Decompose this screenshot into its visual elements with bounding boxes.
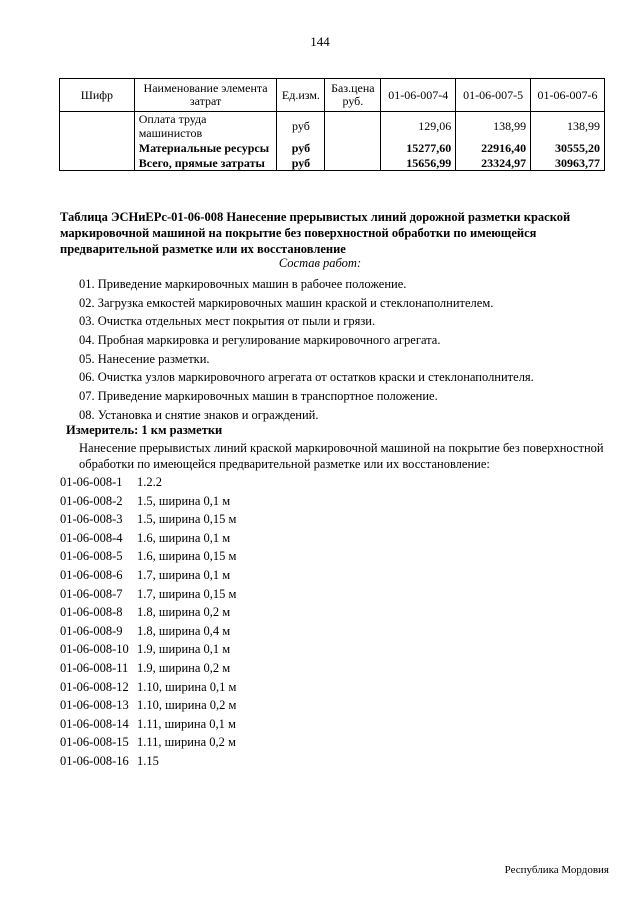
cell-unit: руб bbox=[277, 140, 325, 155]
item-code: 01-06-008-2 bbox=[60, 493, 123, 508]
work-step: 03. Очистка отдельных мест покрытия от пыли и грязи. bbox=[79, 314, 376, 329]
cell-base-price bbox=[325, 112, 381, 141]
item-code: 01-06-008-7 bbox=[60, 586, 123, 601]
cost-table bbox=[59, 78, 605, 171]
list-item bbox=[60, 622, 236, 641]
header-unit: Ед.изм. bbox=[277, 79, 325, 112]
cost-table-header bbox=[60, 79, 605, 112]
list-item bbox=[60, 492, 236, 511]
footer-region: Республика Мордовия bbox=[504, 864, 609, 876]
list-item bbox=[60, 733, 236, 752]
item-text: 1.7, ширина 0,1 м bbox=[137, 567, 231, 582]
list-item bbox=[60, 566, 236, 585]
item-text: 1.5, ширина 0,1 м bbox=[137, 493, 231, 508]
item-text: 1.6, ширина 0,15 м bbox=[137, 549, 237, 564]
cell-name: Всего, прямые затраты bbox=[134, 155, 277, 171]
header-col-007-5: 01-06-007-5 bbox=[456, 79, 531, 112]
cell-code bbox=[60, 140, 135, 155]
work-step: 01. Приведение маркировочных машин в рабочее положение. bbox=[79, 277, 407, 291]
header-name: Наименование элемента затрат bbox=[134, 79, 277, 112]
item-text: 1.11, ширина 0,2 м bbox=[137, 735, 236, 750]
cell-value: 22916,40 bbox=[456, 140, 531, 155]
item-text: 1.9, ширина 0,1 м bbox=[137, 642, 231, 657]
work-steps-list bbox=[79, 275, 534, 425]
work-step: 07. Приведение маркировочных машин в транспортное положение. bbox=[79, 389, 438, 404]
table-title: Таблица ЭСНиЕРс-01-06-008 Нанесение прерывистых линий дорожной разметки краской маркировочной машиной на покрытие без поверхностной обработки по имеющейся предварительной разметке или их восстановление bbox=[60, 210, 571, 256]
cell-base-price bbox=[325, 155, 381, 171]
item-code: 01-06-008-9 bbox=[60, 623, 123, 638]
item-text: 1.10, ширина 0,2 м bbox=[137, 698, 237, 713]
cell-value: 30555,20 bbox=[531, 140, 605, 155]
item-text: 1.8, ширина 0,2 м bbox=[137, 605, 231, 620]
work-step: 02. Загрузка емкостей маркировочных машин краской и стеклонаполнителем. bbox=[79, 295, 494, 310]
header-code: Шифр bbox=[60, 79, 135, 112]
item-code: 01-06-008-16 bbox=[60, 753, 129, 768]
cell-code bbox=[60, 112, 135, 141]
cell-base-price bbox=[325, 140, 381, 155]
work-step: 04. Пробная маркировка и регулирование маркировочного агрегата. bbox=[79, 333, 441, 348]
cell-value: 23324,97 bbox=[456, 155, 531, 171]
items-list bbox=[60, 473, 236, 771]
item-text: 1.10, ширина 0,1 м bbox=[137, 679, 237, 694]
item-code: 01-06-008-13 bbox=[60, 698, 129, 713]
list-item bbox=[60, 715, 236, 734]
cell-unit: руб bbox=[277, 155, 325, 171]
list-item bbox=[60, 510, 236, 529]
item-code: 01-06-008-5 bbox=[60, 549, 123, 564]
measure-unit: Измеритель: 1 км разметки bbox=[66, 423, 223, 437]
item-text: 1.11, ширина 0,1 м bbox=[137, 716, 236, 731]
item-text: 1.7, ширина 0,15 м bbox=[137, 586, 237, 601]
composition-heading: Состав работ: bbox=[278, 256, 362, 270]
cell-value: 138,99 bbox=[531, 112, 605, 141]
cell-value: 30963,77 bbox=[531, 155, 605, 171]
list-item bbox=[60, 547, 236, 566]
list-item bbox=[60, 603, 236, 622]
cell-code bbox=[60, 155, 135, 171]
item-text: 1.6, ширина 0,1 м bbox=[137, 530, 231, 545]
list-item bbox=[60, 752, 236, 771]
table-row bbox=[60, 112, 605, 141]
work-step: 05. Нанесение разметки. bbox=[79, 351, 210, 366]
list-item bbox=[60, 473, 236, 492]
item-code: 01-06-008-10 bbox=[60, 642, 129, 657]
item-code: 01-06-008-3 bbox=[60, 512, 123, 527]
item-text: 1.15 bbox=[137, 753, 159, 768]
list-item bbox=[60, 529, 236, 548]
list-item bbox=[60, 640, 236, 659]
table-row bbox=[60, 140, 605, 155]
header-col-007-4: 01-06-007-4 bbox=[381, 79, 456, 112]
cell-name: Оплата труда машинистов bbox=[134, 112, 277, 141]
cell-value: 15277,60 bbox=[381, 140, 456, 155]
cell-value: 129,06 bbox=[381, 112, 456, 141]
cell-value: 138,99 bbox=[456, 112, 531, 141]
item-text: 1.9, ширина 0,2 м bbox=[137, 660, 231, 675]
page-number: 144 bbox=[310, 34, 330, 49]
list-item bbox=[60, 659, 236, 678]
list-item bbox=[60, 696, 236, 715]
item-code: 01-06-008-8 bbox=[60, 605, 123, 620]
work-step: 08. Установка и снятие знаков и ограждений. bbox=[79, 407, 319, 422]
item-text: 1.2.2 bbox=[137, 475, 162, 489]
item-code: 01-06-008-4 bbox=[60, 530, 123, 545]
item-code: 01-06-008-11 bbox=[60, 660, 129, 675]
cell-unit: руб bbox=[277, 112, 325, 141]
item-code: 01-06-008-12 bbox=[60, 679, 129, 694]
cell-value: 15656,99 bbox=[381, 155, 456, 171]
header-base-price: Баз.цена руб. bbox=[325, 79, 381, 112]
item-code: 01-06-008-14 bbox=[60, 716, 129, 731]
header-col-007-6: 01-06-007-6 bbox=[531, 79, 605, 112]
list-item bbox=[60, 585, 236, 604]
item-text: 1.5, ширина 0,15 м bbox=[137, 512, 237, 527]
items-description: Нанесение прерывистых линий краской маркировочной машиной на покрытие без поверхностной обработки по имеющейся предварительной разметке или их восстановление: bbox=[79, 441, 604, 471]
item-code: 01-06-008-6 bbox=[60, 567, 123, 582]
item-code: 01-06-008-1 bbox=[60, 475, 123, 489]
list-item bbox=[60, 678, 236, 697]
work-step: 06. Очистка узлов маркировочного агрегата от остатков краски и стеклонаполнителя. bbox=[79, 370, 534, 385]
item-code: 01-06-008-15 bbox=[60, 735, 129, 750]
cell-name: Материальные ресурсы bbox=[134, 140, 277, 155]
table-row bbox=[60, 155, 605, 171]
item-text: 1.8, ширина 0,4 м bbox=[137, 623, 231, 638]
